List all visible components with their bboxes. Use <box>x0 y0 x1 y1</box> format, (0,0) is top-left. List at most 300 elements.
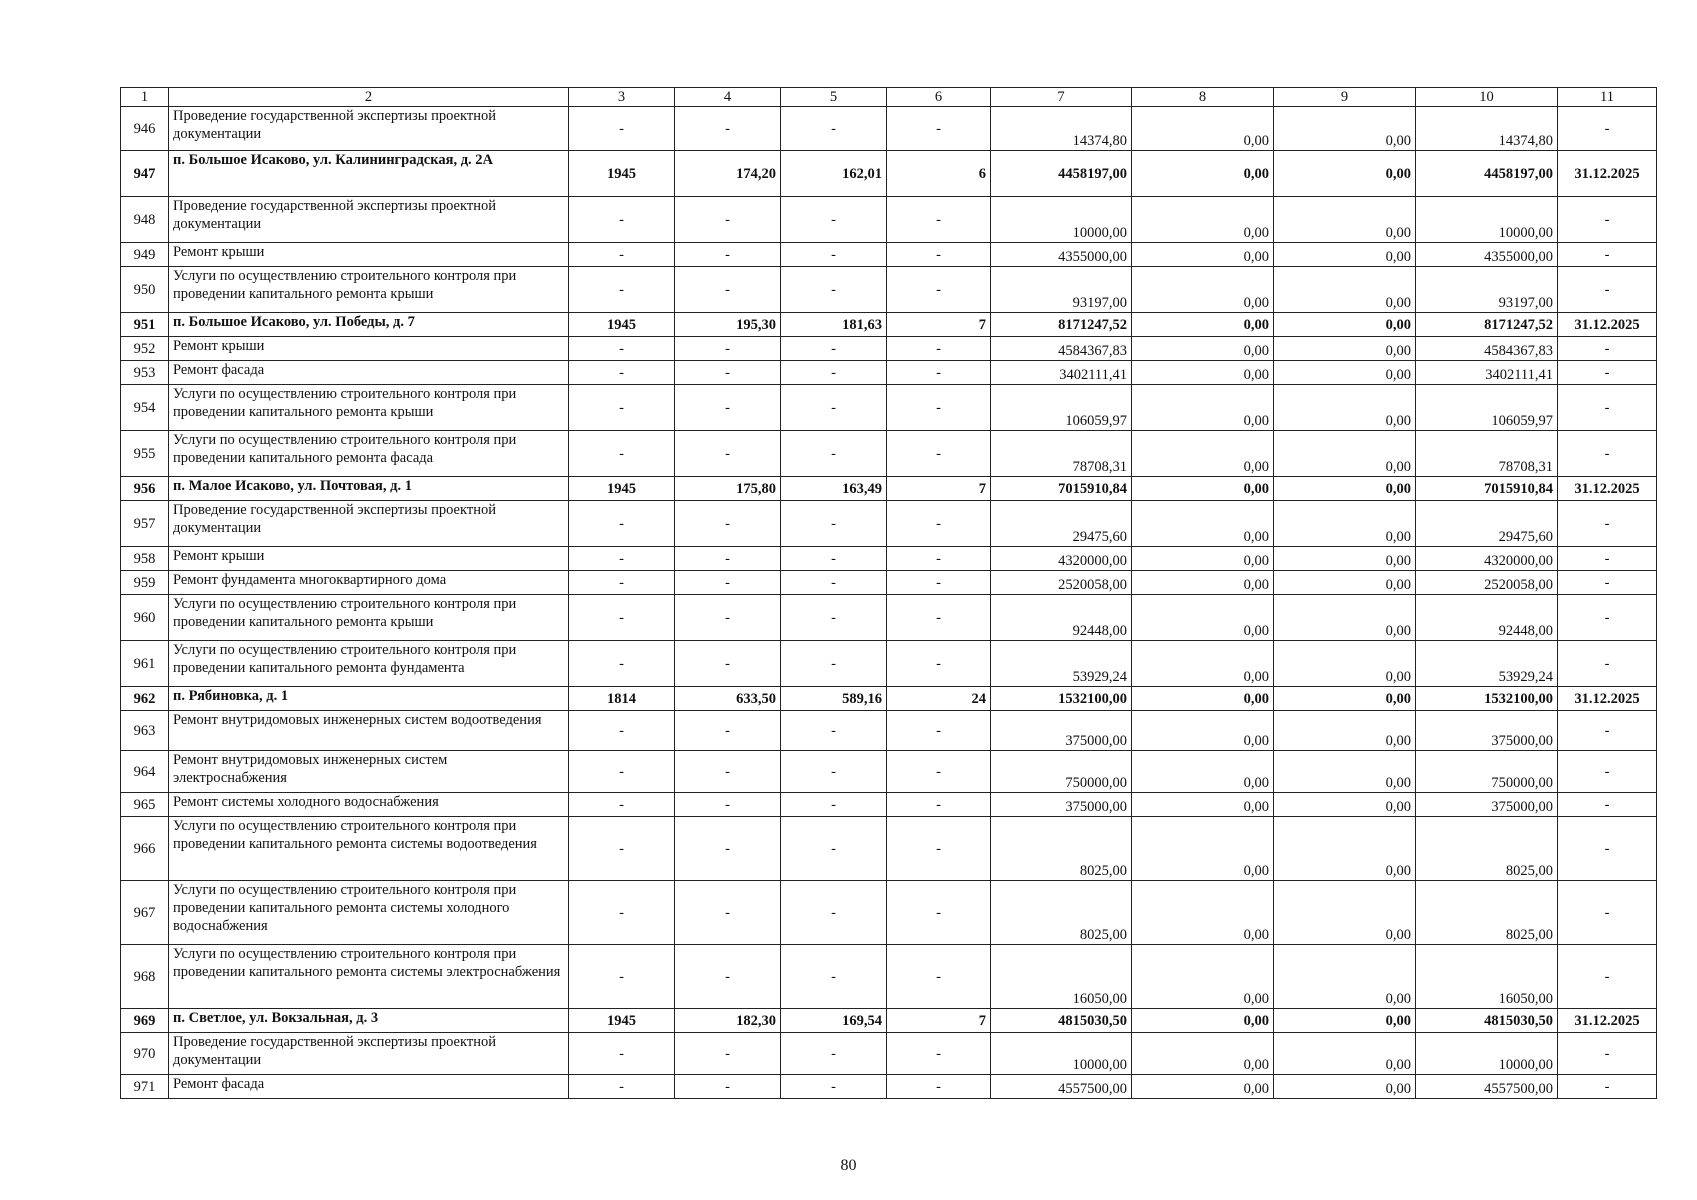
amount-cell: 53929,24 <box>1416 641 1558 687</box>
amount-cell: 0,00 <box>1274 571 1416 595</box>
area-cell: - <box>781 945 887 1009</box>
row-number-cell: 952 <box>121 337 169 361</box>
amount-cell: 0,00 <box>1274 107 1416 151</box>
table-row <box>121 501 1657 547</box>
description-cell: Услуги по осуществлению строительного контроля при проведении капитального ремонта системы электроснабжения <box>169 945 569 1009</box>
amount-cell: 0,00 <box>1132 501 1274 547</box>
column-header: 5 <box>781 88 887 107</box>
amount-cell: 7015910,84 <box>1416 477 1558 501</box>
count-cell: - <box>887 243 991 267</box>
area-cell: - <box>781 267 887 313</box>
count-cell: - <box>887 361 991 385</box>
description-cell: п. Большое Исаково, ул. Калининградская, д. 2А <box>169 151 569 197</box>
description-cell: Ремонт системы холодного водоснабжения <box>169 793 569 817</box>
row-number-cell: 949 <box>121 243 169 267</box>
deadline-cell: - <box>1558 711 1657 751</box>
column-header: 4 <box>675 88 781 107</box>
row-number-cell: 958 <box>121 547 169 571</box>
amount-cell: 0,00 <box>1274 711 1416 751</box>
deadline-cell: - <box>1558 267 1657 313</box>
count-cell: - <box>887 107 991 151</box>
column-header: 6 <box>887 88 991 107</box>
amount-cell: 0,00 <box>1132 751 1274 793</box>
area-cell: - <box>781 1033 887 1075</box>
deadline-cell: 31.12.2025 <box>1558 477 1657 501</box>
description-cell: Ремонт внутридомовых инженерных систем электроснабжения <box>169 751 569 793</box>
column-header: 11 <box>1558 88 1657 107</box>
deadline-cell: - <box>1558 337 1657 361</box>
table-body <box>121 107 1657 1099</box>
column-header: 10 <box>1416 88 1558 107</box>
description-cell: Ремонт крыши <box>169 337 569 361</box>
description-cell: п. Большое Исаково, ул. Победы, д. 7 <box>169 313 569 337</box>
count-cell: - <box>887 751 991 793</box>
amount-cell: 4320000,00 <box>1416 547 1558 571</box>
amount-cell: 8025,00 <box>991 881 1132 945</box>
column-header: 2 <box>169 88 569 107</box>
amount-cell: 0,00 <box>1274 1075 1416 1099</box>
row-number-cell: 951 <box>121 313 169 337</box>
description-cell: п. Малое Исаково, ул. Почтовая, д. 1 <box>169 477 569 501</box>
area-cell: - <box>675 793 781 817</box>
amount-cell: 0,00 <box>1274 687 1416 711</box>
amount-cell: 0,00 <box>1274 641 1416 687</box>
amount-cell: 0,00 <box>1132 1009 1274 1033</box>
year-cell: - <box>569 1075 675 1099</box>
deadline-cell: - <box>1558 1075 1657 1099</box>
amount-cell: 93197,00 <box>991 267 1132 313</box>
amount-cell: 8171247,52 <box>1416 313 1558 337</box>
column-header: 8 <box>1132 88 1274 107</box>
area-cell: - <box>675 571 781 595</box>
description-cell: Ремонт внутридомовых инженерных систем водоотведения <box>169 711 569 751</box>
table-row <box>121 547 1657 571</box>
amount-cell: 4815030,50 <box>991 1009 1132 1033</box>
amount-cell: 0,00 <box>1132 687 1274 711</box>
amount-cell: 0,00 <box>1132 595 1274 641</box>
amount-cell: 4355000,00 <box>1416 243 1558 267</box>
count-cell: - <box>887 267 991 313</box>
table-row <box>121 243 1657 267</box>
description-cell: Услуги по осуществлению строительного контроля при проведении капитального ремонта крыши <box>169 595 569 641</box>
table-row <box>121 313 1657 337</box>
area-cell: - <box>675 595 781 641</box>
amount-cell: 10000,00 <box>991 197 1132 243</box>
row-number-cell: 950 <box>121 267 169 313</box>
deadline-cell: - <box>1558 107 1657 151</box>
row-number-cell: 948 <box>121 197 169 243</box>
area-cell: - <box>781 711 887 751</box>
amount-cell: 3402111,41 <box>1416 361 1558 385</box>
area-cell: - <box>781 547 887 571</box>
amount-cell: 0,00 <box>1132 881 1274 945</box>
deadline-cell: 31.12.2025 <box>1558 313 1657 337</box>
description-cell: Услуги по осуществлению строительного контроля при проведении капитального ремонта крыши <box>169 385 569 431</box>
table-row <box>121 361 1657 385</box>
amount-cell: 0,00 <box>1274 817 1416 881</box>
amount-cell: 29475,60 <box>1416 501 1558 547</box>
table-row <box>121 1033 1657 1075</box>
area-cell: 181,63 <box>781 313 887 337</box>
area-cell: - <box>781 385 887 431</box>
amount-cell: 0,00 <box>1132 817 1274 881</box>
table-row <box>121 687 1657 711</box>
area-cell: 175,80 <box>675 477 781 501</box>
area-cell: - <box>781 107 887 151</box>
amount-cell: 8025,00 <box>991 817 1132 881</box>
count-cell: - <box>887 817 991 881</box>
amount-cell: 0,00 <box>1274 501 1416 547</box>
table-row <box>121 595 1657 641</box>
amount-cell: 0,00 <box>1132 711 1274 751</box>
count-cell: - <box>887 385 991 431</box>
year-cell: 1814 <box>569 687 675 711</box>
count-cell: 6 <box>887 151 991 197</box>
amount-cell: 53929,24 <box>991 641 1132 687</box>
table-row <box>121 751 1657 793</box>
amount-cell: 0,00 <box>1132 1033 1274 1075</box>
amount-cell: 8171247,52 <box>991 313 1132 337</box>
table-row <box>121 945 1657 1009</box>
amount-cell: 0,00 <box>1132 547 1274 571</box>
amount-cell: 0,00 <box>1132 431 1274 477</box>
deadline-cell: - <box>1558 793 1657 817</box>
amount-cell: 8025,00 <box>1416 881 1558 945</box>
column-header: 1 <box>121 88 169 107</box>
description-cell: Услуги по осуществлению строительного контроля при проведении капитального ремонта фундамента <box>169 641 569 687</box>
amount-cell: 78708,31 <box>991 431 1132 477</box>
table-row <box>121 881 1657 945</box>
amount-cell: 0,00 <box>1132 197 1274 243</box>
amount-cell: 1532100,00 <box>1416 687 1558 711</box>
table-row <box>121 385 1657 431</box>
area-cell: - <box>675 711 781 751</box>
row-number-cell: 947 <box>121 151 169 197</box>
count-cell: - <box>887 1033 991 1075</box>
description-cell: Услуги по осуществлению строительного контроля при проведении капитального ремонта крыши <box>169 267 569 313</box>
deadline-cell: 31.12.2025 <box>1558 687 1657 711</box>
area-cell: 195,30 <box>675 313 781 337</box>
table-row <box>121 793 1657 817</box>
count-cell: - <box>887 431 991 477</box>
row-number-cell: 955 <box>121 431 169 477</box>
amount-cell: 4557500,00 <box>991 1075 1132 1099</box>
area-cell: - <box>781 197 887 243</box>
row-number-cell: 959 <box>121 571 169 595</box>
year-cell: - <box>569 431 675 477</box>
row-number-cell: 954 <box>121 385 169 431</box>
row-number-cell: 971 <box>121 1075 169 1099</box>
amount-cell: 0,00 <box>1274 337 1416 361</box>
description-cell: Ремонт фасада <box>169 361 569 385</box>
area-cell: - <box>675 641 781 687</box>
amount-cell: 4557500,00 <box>1416 1075 1558 1099</box>
year-cell: - <box>569 817 675 881</box>
amount-cell: 29475,60 <box>991 501 1132 547</box>
year-cell: - <box>569 1033 675 1075</box>
area-cell: - <box>675 1075 781 1099</box>
area-cell: - <box>675 337 781 361</box>
amount-cell: 4355000,00 <box>991 243 1132 267</box>
area-cell: - <box>675 945 781 1009</box>
area-cell: - <box>781 817 887 881</box>
amount-cell: 0,00 <box>1274 751 1416 793</box>
row-number-cell: 970 <box>121 1033 169 1075</box>
amount-cell: 0,00 <box>1132 945 1274 1009</box>
amount-cell: 78708,31 <box>1416 431 1558 477</box>
row-number-cell: 962 <box>121 687 169 711</box>
row-number-cell: 965 <box>121 793 169 817</box>
deadline-cell: - <box>1558 547 1657 571</box>
amount-cell: 10000,00 <box>1416 1033 1558 1075</box>
year-cell: - <box>569 267 675 313</box>
count-cell: - <box>887 501 991 547</box>
amount-cell: 4458197,00 <box>1416 151 1558 197</box>
deadline-cell: - <box>1558 595 1657 641</box>
amount-cell: 0,00 <box>1274 1009 1416 1033</box>
row-number-cell: 957 <box>121 501 169 547</box>
year-cell: 1945 <box>569 313 675 337</box>
amount-cell: 0,00 <box>1274 361 1416 385</box>
area-cell: - <box>781 361 887 385</box>
area-cell: - <box>675 107 781 151</box>
row-number-cell: 960 <box>121 595 169 641</box>
deadline-cell: - <box>1558 361 1657 385</box>
amount-cell: 10000,00 <box>1416 197 1558 243</box>
deadline-cell: - <box>1558 243 1657 267</box>
year-cell: 1945 <box>569 1009 675 1033</box>
amount-cell: 0,00 <box>1274 477 1416 501</box>
deadline-cell: - <box>1558 1033 1657 1075</box>
description-cell: Ремонт фасада <box>169 1075 569 1099</box>
area-cell: - <box>675 385 781 431</box>
area-cell: - <box>781 243 887 267</box>
description-cell: Проведение государственной экспертизы проектной документации <box>169 501 569 547</box>
amount-cell: 0,00 <box>1274 313 1416 337</box>
amount-cell: 0,00 <box>1132 477 1274 501</box>
amount-cell: 7015910,84 <box>991 477 1132 501</box>
amount-cell: 375000,00 <box>991 793 1132 817</box>
table-row <box>121 107 1657 151</box>
amount-cell: 93197,00 <box>1416 267 1558 313</box>
row-number-cell: 969 <box>121 1009 169 1033</box>
page-number: 80 <box>840 1157 857 1174</box>
row-number-cell: 968 <box>121 945 169 1009</box>
year-cell: - <box>569 197 675 243</box>
description-cell: Проведение государственной экспертизы проектной документации <box>169 197 569 243</box>
table-row <box>121 267 1657 313</box>
area-cell: 174,20 <box>675 151 781 197</box>
area-cell: 162,01 <box>781 151 887 197</box>
year-cell: - <box>569 547 675 571</box>
amount-cell: 92448,00 <box>991 595 1132 641</box>
amount-cell: 0,00 <box>1132 107 1274 151</box>
amount-cell: 14374,80 <box>1416 107 1558 151</box>
area-cell: - <box>675 361 781 385</box>
year-cell: - <box>569 361 675 385</box>
area-cell: - <box>781 595 887 641</box>
year-cell: - <box>569 945 675 1009</box>
amount-cell: 0,00 <box>1274 881 1416 945</box>
year-cell: - <box>569 641 675 687</box>
description-cell: Ремонт фундамента многоквартирного дома <box>169 571 569 595</box>
year-cell: - <box>569 881 675 945</box>
area-cell: - <box>675 431 781 477</box>
area-cell: - <box>675 243 781 267</box>
amount-cell: 106059,97 <box>991 385 1132 431</box>
row-number-cell: 953 <box>121 361 169 385</box>
count-cell: - <box>887 595 991 641</box>
amount-cell: 0,00 <box>1132 243 1274 267</box>
amount-cell: 14374,80 <box>991 107 1132 151</box>
column-number-header <box>121 88 1657 107</box>
area-cell: - <box>675 501 781 547</box>
table-row <box>121 477 1657 501</box>
area-cell: - <box>675 267 781 313</box>
deadline-cell: - <box>1558 751 1657 793</box>
area-cell: - <box>781 571 887 595</box>
amount-cell: 0,00 <box>1132 1075 1274 1099</box>
amount-cell: 0,00 <box>1274 267 1416 313</box>
repair-schedule-table <box>120 87 1657 1099</box>
amount-cell: 0,00 <box>1132 571 1274 595</box>
year-cell: 1945 <box>569 477 675 501</box>
amount-cell: 2520058,00 <box>1416 571 1558 595</box>
row-number-cell: 963 <box>121 711 169 751</box>
count-cell: 24 <box>887 687 991 711</box>
deadline-cell: - <box>1558 881 1657 945</box>
area-cell: - <box>781 501 887 547</box>
amount-cell: 10000,00 <box>991 1033 1132 1075</box>
amount-cell: 0,00 <box>1274 431 1416 477</box>
count-cell: - <box>887 793 991 817</box>
amount-cell: 0,00 <box>1132 361 1274 385</box>
year-cell: - <box>569 751 675 793</box>
table-row <box>121 151 1657 197</box>
table-row <box>121 817 1657 881</box>
deadline-cell: - <box>1558 501 1657 547</box>
amount-cell: 0,00 <box>1132 151 1274 197</box>
deadline-cell: - <box>1558 817 1657 881</box>
description-cell: Услуги по осуществлению строительного контроля при проведении капитального ремонта системы холодного водоснабжения <box>169 881 569 945</box>
amount-cell: 750000,00 <box>991 751 1132 793</box>
count-cell: 7 <box>887 1009 991 1033</box>
year-cell: - <box>569 793 675 817</box>
description-cell: Ремонт крыши <box>169 243 569 267</box>
column-header: 3 <box>569 88 675 107</box>
area-cell: - <box>781 337 887 361</box>
description-cell: Проведение государственной экспертизы проектной документации <box>169 1033 569 1075</box>
amount-cell: 3402111,41 <box>991 361 1132 385</box>
count-cell: - <box>887 197 991 243</box>
amount-cell: 0,00 <box>1274 151 1416 197</box>
amount-cell: 8025,00 <box>1416 817 1558 881</box>
amount-cell: 0,00 <box>1132 641 1274 687</box>
amount-cell: 0,00 <box>1274 945 1416 1009</box>
description-cell: п. Светлое, ул. Вокзальная, д. 3 <box>169 1009 569 1033</box>
amount-cell: 0,00 <box>1132 267 1274 313</box>
amount-cell: 375000,00 <box>1416 711 1558 751</box>
area-cell: - <box>675 817 781 881</box>
amount-cell: 375000,00 <box>1416 793 1558 817</box>
row-number-cell: 966 <box>121 817 169 881</box>
amount-cell: 1532100,00 <box>991 687 1132 711</box>
amount-cell: 750000,00 <box>1416 751 1558 793</box>
area-cell: 163,49 <box>781 477 887 501</box>
year-cell: - <box>569 595 675 641</box>
amount-cell: 4584367,83 <box>1416 337 1558 361</box>
year-cell: - <box>569 711 675 751</box>
amount-cell: 2520058,00 <box>991 571 1132 595</box>
area-cell: - <box>781 641 887 687</box>
area-cell: - <box>675 547 781 571</box>
amount-cell: 0,00 <box>1132 385 1274 431</box>
amount-cell: 4584367,83 <box>991 337 1132 361</box>
area-cell: 589,16 <box>781 687 887 711</box>
count-cell: 7 <box>887 313 991 337</box>
amount-cell: 0,00 <box>1132 337 1274 361</box>
table-row <box>121 337 1657 361</box>
description-cell: п. Рябиновка, д. 1 <box>169 687 569 711</box>
row-number-cell: 956 <box>121 477 169 501</box>
amount-cell: 16050,00 <box>991 945 1132 1009</box>
deadline-cell: - <box>1558 945 1657 1009</box>
year-cell: - <box>569 385 675 431</box>
amount-cell: 0,00 <box>1274 243 1416 267</box>
year-cell: - <box>569 501 675 547</box>
table-row <box>121 197 1657 243</box>
year-cell: - <box>569 107 675 151</box>
amount-cell: 375000,00 <box>991 711 1132 751</box>
area-cell: 633,50 <box>675 687 781 711</box>
count-cell: - <box>887 547 991 571</box>
table-row <box>121 711 1657 751</box>
amount-cell: 16050,00 <box>1416 945 1558 1009</box>
count-cell: - <box>887 945 991 1009</box>
amount-cell: 4320000,00 <box>991 547 1132 571</box>
area-cell: - <box>781 751 887 793</box>
table-row <box>121 1009 1657 1033</box>
deadline-cell: 31.12.2025 <box>1558 1009 1657 1033</box>
count-cell: - <box>887 571 991 595</box>
deadline-cell: - <box>1558 641 1657 687</box>
column-header: 7 <box>991 88 1132 107</box>
deadline-cell: - <box>1558 431 1657 477</box>
row-number-cell: 946 <box>121 107 169 151</box>
year-cell: 1945 <box>569 151 675 197</box>
description-cell: Услуги по осуществлению строительного контроля при проведении капитального ремонта системы водоотведения <box>169 817 569 881</box>
amount-cell: 4815030,50 <box>1416 1009 1558 1033</box>
area-cell: - <box>675 197 781 243</box>
count-cell: 7 <box>887 477 991 501</box>
amount-cell: 0,00 <box>1132 793 1274 817</box>
area-cell: 169,54 <box>781 1009 887 1033</box>
row-number-cell: 961 <box>121 641 169 687</box>
deadline-cell: - <box>1558 571 1657 595</box>
count-cell: - <box>887 641 991 687</box>
description-cell: Ремонт крыши <box>169 547 569 571</box>
deadline-cell: - <box>1558 197 1657 243</box>
amount-cell: 0,00 <box>1274 793 1416 817</box>
area-cell: - <box>781 881 887 945</box>
area-cell: - <box>781 793 887 817</box>
row-number-cell: 964 <box>121 751 169 793</box>
amount-cell: 106059,97 <box>1416 385 1558 431</box>
description-cell: Проведение государственной экспертизы проектной документации <box>169 107 569 151</box>
count-cell: - <box>887 881 991 945</box>
column-header: 9 <box>1274 88 1416 107</box>
table-row <box>121 641 1657 687</box>
